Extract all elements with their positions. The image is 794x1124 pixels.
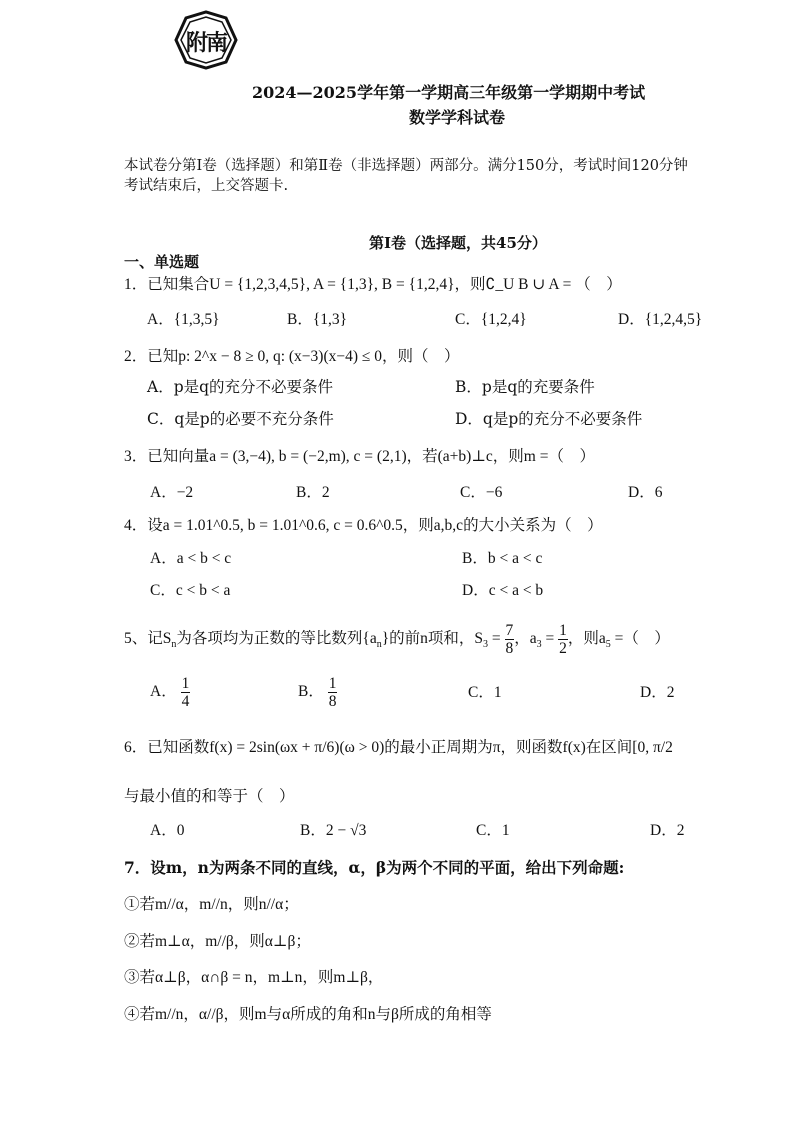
q2-option-c: C．q是p的必要不充分条件 (147, 410, 334, 428)
q5-option-a: A． $\frac{1}{4}$ (150, 675, 190, 710)
exam-title: 2024—2025学年第一学期高三年级第一学期期中考试 (252, 83, 646, 102)
q4-option-c: C．c < b < a (150, 582, 231, 599)
q5-option-c: C．1 (468, 684, 502, 701)
q1-option-c: C．{1,2,4} (455, 311, 527, 328)
q2-option-b: B．p是q的充要条件 (455, 378, 595, 396)
q1-option-a: A．{1,3,5} (147, 311, 220, 328)
q6-option-a: A．0 (150, 822, 185, 839)
q5-option-d: D．2 (640, 684, 675, 701)
q6-option-b: B．2 − √3 (300, 822, 367, 839)
q3-option-a: A．−2 (150, 484, 194, 501)
frac-1-2: $\frac{1}{2}$ (559, 622, 567, 657)
frac-1-4: $\frac{1}{4}$ (181, 675, 190, 710)
school-logo (168, 8, 244, 72)
frac-7-8: $\frac{7}{8}$ (505, 622, 514, 657)
question-2-stem: 2．已知p: 2^x − 8 ≥ 0, q: (x−3)(x−4) ≤ 0，则（ ） (124, 348, 460, 365)
q4-option-d: D．c < a < b (462, 582, 544, 599)
question-1-stem: 1．已知集合U = {1,2,3,4,5}, A = {1,3}, B = {1,2,4}，则∁_U B ∪ A = （ ） (124, 276, 622, 293)
frac-1-8: $\frac{1}{8}$ (328, 675, 337, 710)
question-6-stem: 6．已知函数f(x) = 2sin(ωx + π/6)(ω > 0)的最小正周期为π，则函数f(x)在区间[0, π/2 (124, 739, 673, 756)
question-5-stem: 5、记$S_n$为各项均为正数的等比数列$\{a_n\}$的前n项和，$S_3$ = $\frac{7}{8}$ ，$a_3$ = $\frac{1}{2}$ ，则$a_5$ =（ ） (124, 622, 670, 657)
q3-option-c: C．−6 (460, 484, 503, 501)
q2-option-a: A．p是q的充分不必要条件 (147, 378, 334, 396)
q6-option-c: C．1 (476, 822, 510, 839)
logo-text: 附南 (185, 30, 226, 56)
instructions-line-2: 考试结束后，上交答题卡. (124, 178, 289, 194)
section-heading: 第Ⅰ卷（选择题，共45分） (369, 234, 547, 252)
q3-option-d: D．6 (628, 484, 663, 501)
part-heading: 一、单选题 (124, 253, 200, 271)
question-7-stem: 7．设m，n为两条不同的直线，α，β为两个不同的平面，给出下列命题: (124, 858, 625, 877)
question-3-stem: 3．已知向量a = (3,−4), b = (−2,m), c = (2,1)，若(a+b)⊥c，则m =（ ） (124, 448, 595, 465)
q1-option-d: D．{1,2,4,5} (618, 311, 703, 328)
q1-option-b: B．{1,3} (287, 311, 348, 328)
q7-statement-4: ④若m//n，α//β，则m与α所成的角和n与β所成的角相等 (124, 1006, 492, 1023)
q6-option-d: D．2 (650, 822, 685, 839)
q7-statement-2: ②若m⊥α，m//β，则α⊥β； (124, 933, 311, 950)
q3-option-b: B．2 (296, 484, 330, 501)
q2-option-d: D．q是p的充分不必要条件 (455, 410, 643, 428)
q4-option-b: B．b < a < c (462, 550, 543, 567)
q5-option-b: B． $\frac{1}{8}$ (298, 675, 337, 710)
q4-option-a: A．a < b < c (150, 550, 232, 567)
question-6-stem-continued: 与最小值的和等于（ ） (124, 787, 295, 805)
q7-statement-3: ③若α⊥β，α∩β = n，m⊥n，则m⊥β， (124, 969, 384, 986)
question-4-stem: 4．设a = 1.01^0.5, b = 1.01^0.6, c = 0.6^0.5，则a,b,c的大小关系为（ ） (124, 517, 603, 534)
instructions-line-1: 本试卷分第Ⅰ卷（选择题）和第Ⅱ卷（非选择题）两部分。满分150分，考试时间120分钟 (124, 158, 688, 174)
q7-statement-1: ①若m//α，m//n，则n//α； (124, 896, 299, 913)
exam-subtitle: 数学学科试卷 (409, 108, 506, 127)
